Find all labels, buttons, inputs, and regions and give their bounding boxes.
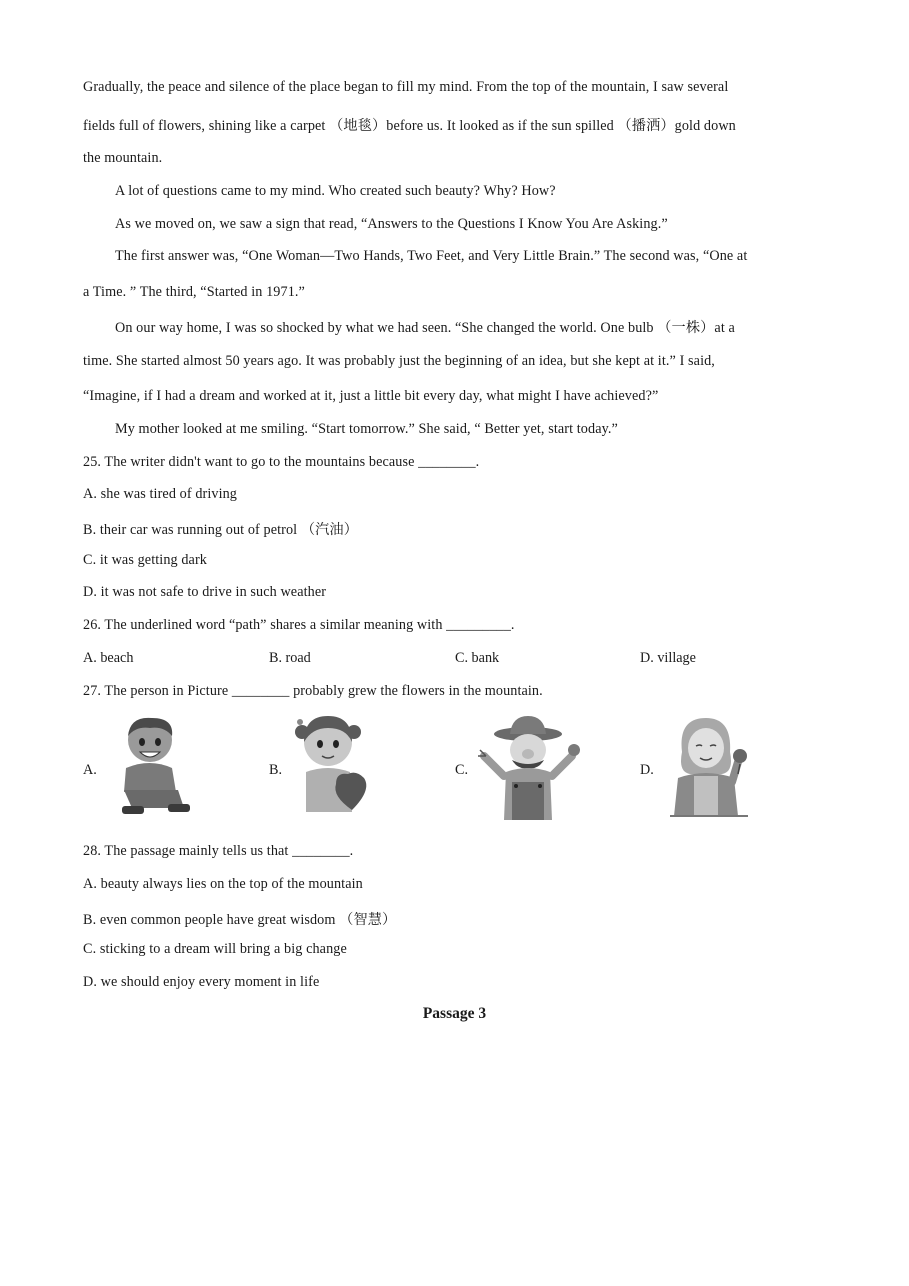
question-26-stem: 26. The underlined word “path” shares a similar meaning with _________. <box>83 617 515 633</box>
question-28-option-a[interactable]: A. beauty always lies on the top of the mountain <box>83 876 363 892</box>
passage-line: Gradually, the peace and silence of the place began to fill my mind. From the top of the mountain, I saw several <box>83 79 729 95</box>
passage-line: The first answer was, “One Woman—Two Hands, Two Feet, and Very Little Brain.” The second was, “One at <box>115 248 748 264</box>
passage-line: a Time. ” The third, “Started in 1971.” <box>83 284 305 300</box>
boy-kneeling-icon <box>112 712 194 816</box>
question-25-stem: 25. The writer didn't want to go to the mountains because ________. <box>83 454 480 470</box>
question-26-option-d[interactable]: D. village <box>640 650 696 666</box>
question-27-option-d[interactable]: D. <box>640 762 654 778</box>
old-farmer-icon <box>476 712 582 822</box>
old-woman-with-flower-icon <box>668 712 750 818</box>
girl-with-heart-icon <box>292 712 374 820</box>
passage-line: the mountain. <box>83 150 163 166</box>
passage-line: fields full of flowers, shining like a carpet （地毯）before us. It looked as if the sun spilled （播洒）gold down <box>83 118 736 134</box>
passage-line: “Imagine, if I had a dream and worked at it, just a little bit every day, what might I have achieved?” <box>83 388 659 404</box>
passage-line: A lot of questions came to my mind. Who created such beauty? Why? How? <box>115 183 556 199</box>
question-26-option-b[interactable]: B. road <box>269 650 311 666</box>
passage-line: time. She started almost 50 years ago. It was probably just the beginning of an idea, but she kept at it.” I said, <box>83 353 715 369</box>
question-28-option-b[interactable]: B. even common people have great wisdom （智慧） <box>83 912 397 928</box>
passage-line: My mother looked at me smiling. “Start tomorrow.” She said, “ Better yet, start today.” <box>115 421 618 437</box>
section-title: Passage 3 <box>422 1005 487 1022</box>
question-27-option-a[interactable]: A. <box>83 762 97 778</box>
question-26-option-a[interactable]: A. beach <box>83 650 134 666</box>
question-27-option-b[interactable]: B. <box>269 762 283 778</box>
question-26-option-c[interactable]: C. bank <box>455 650 500 666</box>
passage-line: As we moved on, we saw a sign that read, “Answers to the Questions I Know You Are Asking.” <box>115 216 668 232</box>
question-27-stem: 27. The person in Picture ________ probably grew the flowers in the mountain. <box>83 683 543 699</box>
question-27-pictures <box>0 712 909 824</box>
question-25-option-d[interactable]: D. it was not safe to drive in such weather <box>83 584 327 600</box>
question-27-option-c[interactable]: C. <box>455 762 469 778</box>
question-28-option-c[interactable]: C. sticking to a dream will bring a big change <box>83 941 347 957</box>
passage-line: On our way home, I was so shocked by what we had seen. “She changed the world. One bulb （一株）at a <box>115 320 735 336</box>
question-25-option-c[interactable]: C. it was getting dark <box>83 552 207 568</box>
question-25-option-b[interactable]: B. their car was running out of petrol （汽油） <box>83 522 358 538</box>
question-25-option-a[interactable]: A. she was tired of driving <box>83 486 238 502</box>
question-28-option-d[interactable]: D. we should enjoy every moment in life <box>83 974 320 990</box>
question-28-stem: 28. The passage mainly tells us that ________. <box>83 843 354 859</box>
